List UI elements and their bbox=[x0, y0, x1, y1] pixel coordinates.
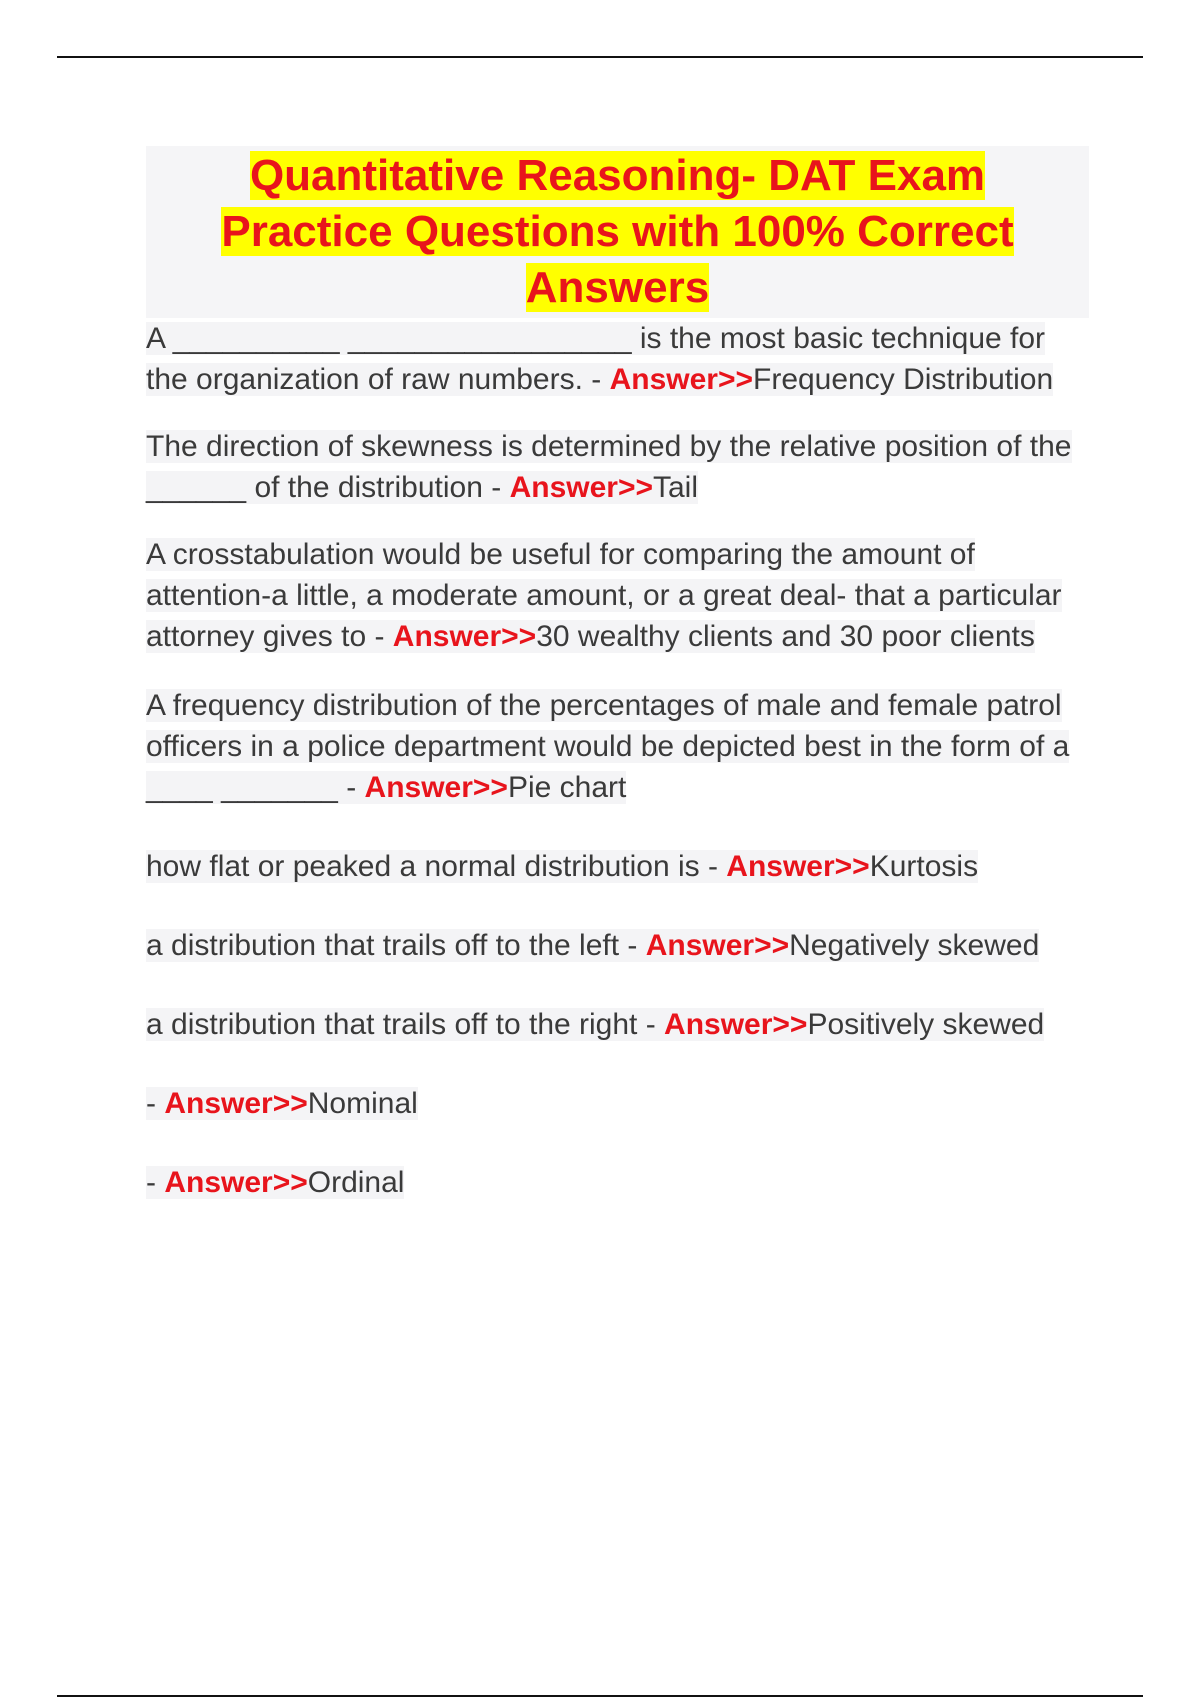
title-line-2: Practice Questions with 100% Correct bbox=[221, 207, 1014, 256]
answer-text: Pie chart bbox=[507, 771, 627, 804]
question-text: - bbox=[146, 1166, 165, 1199]
answer-text: Kurtosis bbox=[869, 850, 979, 883]
answer-label: Answer>> bbox=[509, 471, 653, 504]
top-rule bbox=[57, 56, 1143, 58]
answer-text: Frequency Distribution bbox=[753, 363, 1054, 396]
document-body bbox=[146, 146, 1089, 1203]
answer-text: Nominal bbox=[307, 1087, 418, 1120]
answer-label: Answer>> bbox=[664, 1008, 808, 1041]
qa-item-4 bbox=[146, 685, 1089, 808]
answer-label: Answer>> bbox=[164, 1087, 308, 1120]
bottom-rule bbox=[57, 1695, 1143, 1697]
question-text: a distribution that trails off to the left - bbox=[146, 929, 646, 962]
answer-label: Answer>> bbox=[726, 850, 870, 883]
answer-text: Negatively skewed bbox=[789, 929, 1040, 962]
question-text: - bbox=[146, 1087, 165, 1120]
question-text: A __________ _________________ is the most basic technique for the organization of raw numbers. - bbox=[146, 322, 1046, 396]
title-line-3: Answers bbox=[525, 263, 710, 312]
answer-label: Answer>> bbox=[164, 1166, 308, 1199]
qa-item-3 bbox=[146, 534, 1089, 657]
qa-item-5 bbox=[146, 846, 1089, 887]
qa-item-8 bbox=[146, 1083, 1089, 1124]
title-line-1: Quantitative Reasoning- DAT Exam bbox=[249, 151, 986, 200]
qa-item-6 bbox=[146, 925, 1089, 966]
qa-item-2 bbox=[146, 426, 1089, 508]
qa-item-7 bbox=[146, 1004, 1089, 1045]
qa-item-9 bbox=[146, 1162, 1089, 1203]
question-text: A crosstabulation would be useful for comparing the amount of attention-a little, a moderate amount, or a great deal- that a particular attorney gives to - bbox=[146, 538, 1062, 653]
answer-text: 30 wealthy clients and 30 poor clients bbox=[536, 620, 1035, 653]
question-text: The direction of skewness is determined by the relative position of the ______ of the distribution - bbox=[146, 430, 1072, 504]
question-text: A frequency distribution of the percentages of male and female patrol officers in a police department would be depicted best in the form of a ____ _______ - bbox=[146, 689, 1070, 804]
answer-label: Answer>> bbox=[645, 929, 790, 962]
question-text: how flat or peaked a normal distribution is - bbox=[146, 850, 727, 883]
qa-item-1 bbox=[146, 318, 1089, 400]
answer-label: Answer>> bbox=[609, 363, 753, 396]
question-text: a distribution that trails off to the right - bbox=[146, 1008, 665, 1041]
answer-label: Answer>> bbox=[364, 771, 508, 804]
document-title bbox=[146, 148, 1089, 316]
title-block bbox=[146, 146, 1089, 318]
answer-text: Tail bbox=[653, 471, 699, 504]
answer-text: Ordinal bbox=[307, 1166, 405, 1199]
answer-text: Positively skewed bbox=[807, 1008, 1045, 1041]
answer-label: Answer>> bbox=[392, 620, 537, 653]
